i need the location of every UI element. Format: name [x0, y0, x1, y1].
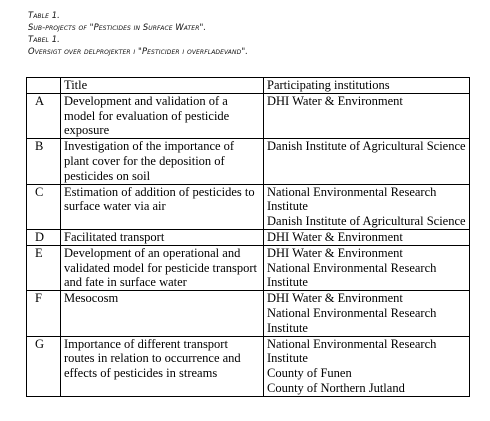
table-header-row	[27, 78, 470, 94]
table-caption-da: Oversigt over delprojekter i "Pesticider i overfladevand".	[28, 46, 249, 56]
institution: County of Northern Jutland	[267, 380, 405, 395]
table-label-da: Tabel 1.	[28, 34, 60, 44]
table-row	[27, 184, 470, 229]
row-id: E	[27, 245, 61, 290]
table-row	[27, 245, 470, 290]
institution: DHI Water & Environment	[267, 229, 403, 244]
table-row	[27, 93, 470, 138]
row-institutions	[264, 184, 470, 229]
institution: DHI Water & Environment	[267, 245, 403, 260]
table-row	[27, 229, 470, 245]
institution: County of Funen	[267, 366, 352, 381]
row-id: D	[27, 229, 61, 245]
row-title: Mesocosm	[61, 291, 264, 336]
row-institutions	[264, 291, 470, 336]
row-id: G	[27, 336, 61, 396]
row-institutions	[264, 93, 470, 138]
subprojects-table	[26, 77, 470, 397]
row-id: A	[27, 93, 61, 138]
row-institutions	[264, 229, 470, 245]
institution: DHI Water & Environment	[267, 93, 403, 108]
institution: National Environmental Research Institute	[267, 184, 437, 214]
header-title: Title	[61, 78, 264, 94]
institution: National Environmental Research Institute	[267, 336, 437, 366]
row-title: Investigation of the importance of plant cover for the deposition of pesticides on soil	[61, 139, 264, 184]
row-id: F	[27, 291, 61, 336]
row-institutions	[264, 336, 470, 396]
header-id	[27, 78, 61, 94]
row-id: C	[27, 184, 61, 229]
row-title: Facilitated transport	[61, 229, 264, 245]
row-institutions	[264, 139, 470, 184]
institution: Danish Institute of Agricultural Science	[267, 214, 466, 229]
row-title: Development of an operational and validated model for pesticide transport and fate in surface water	[61, 245, 264, 290]
institution: National Environmental Research Institute	[267, 305, 437, 335]
table-row	[27, 336, 470, 396]
row-institutions	[264, 245, 470, 290]
table-row	[27, 291, 470, 336]
table-label-en: Table 1.	[28, 10, 60, 20]
table-captions	[28, 9, 248, 57]
institution: National Environmental Research Institute	[267, 260, 437, 290]
table-row	[27, 139, 470, 184]
institution: Danish Institute of Agricultural Science	[267, 139, 466, 154]
row-id: B	[27, 139, 61, 184]
row-title: Development and validation of a model for evaluation of pesticide exposure	[61, 93, 264, 138]
table-caption-en: Sub-projects of "Pesticides in Surface Water".	[28, 22, 207, 32]
row-title: Importance of different transport routes in relation to occurrence and effects of pesticides in streams	[61, 336, 264, 396]
institution: DHI Water & Environment	[267, 291, 403, 306]
row-title: Estimation of addition of pesticides to surface water via air	[61, 184, 264, 229]
header-institutions: Participating institutions	[264, 78, 470, 94]
